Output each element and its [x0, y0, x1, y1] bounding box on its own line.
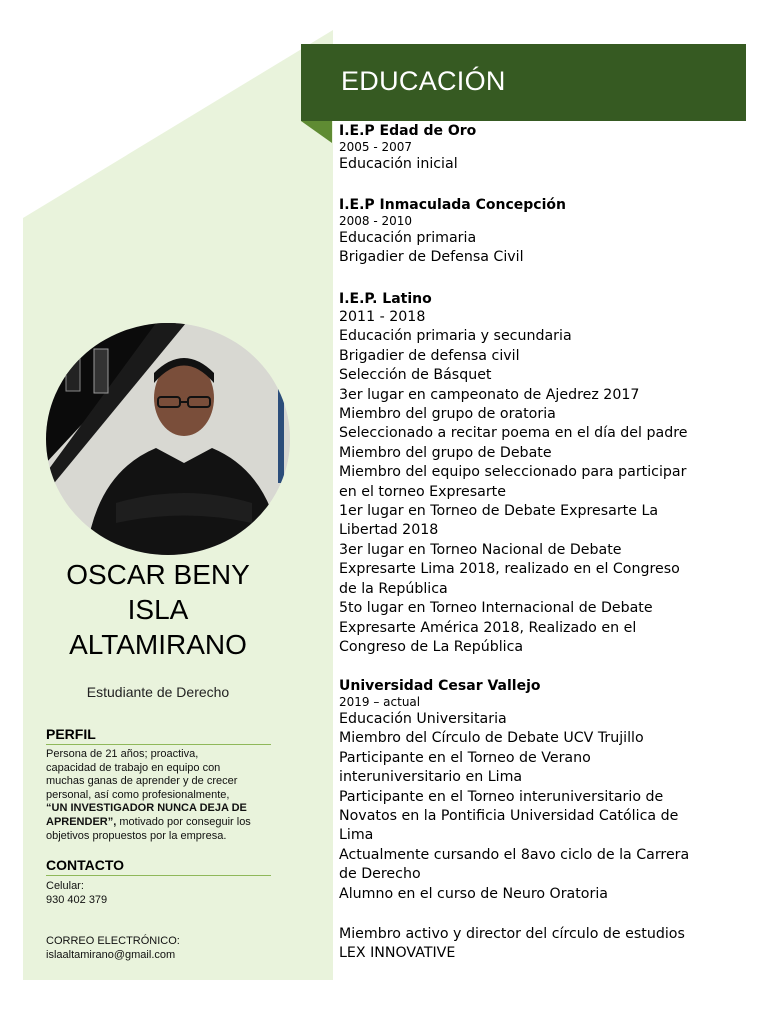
education-line: Actualmente cursando el 8avo ciclo de la Carrera	[339, 846, 690, 863]
education-line: Brigadier de defensa civil	[339, 347, 520, 364]
email-address[interactable]: islaaltamirano@gmail.com	[46, 948, 176, 961]
candidate-name	[40, 557, 276, 662]
education-line: Educación inicial	[339, 156, 458, 172]
school-name: I.E.P. Latino	[339, 291, 432, 307]
perfil-line: objetivos propuestos por la empresa.	[46, 829, 227, 842]
school-dates: 2008 - 2010	[339, 214, 413, 228]
school-dates: 2011 - 2018	[339, 309, 426, 325]
perfil-line: capacidad de trabajo en equipo con	[46, 761, 221, 774]
candidate-subtitle: Estudiante de Derecho	[86, 684, 230, 700]
closing-line: Miembro activo y director del círculo de estudios	[339, 926, 685, 942]
education-line: Lima	[339, 827, 374, 844]
education-line: Congreso de La República	[339, 638, 524, 655]
school-name: I.E.P Inmaculada Concepción	[339, 197, 566, 213]
education-line: Miembro del Círculo de Debate UCV Trujillo	[339, 730, 644, 747]
education-entry	[339, 291, 739, 657]
education-line: Novatos en la Pontificia Universidad Católica de	[339, 808, 679, 825]
education-line: interuniversitario en Lima	[339, 769, 523, 786]
education-entry	[339, 197, 739, 268]
perfil-text	[46, 748, 274, 843]
education-line: Brigadier de Defensa Civil	[339, 249, 524, 266]
section-header	[301, 44, 746, 121]
education-line: Educación Universitaria	[339, 711, 507, 727]
perfil-quote: “UN INVESTIGADOR NUNCA DEJA DE	[46, 802, 247, 815]
school-dates: 2005 - 2007	[339, 140, 413, 154]
education-entry	[339, 123, 739, 174]
perfil-quote: APRENDER”,	[46, 815, 117, 828]
contact-phone	[46, 880, 274, 907]
education-line: de la República	[339, 580, 448, 597]
education-entry	[339, 678, 739, 904]
education-line: 5to lugar en Torneo Internacional de Debate	[339, 600, 653, 617]
closing-note	[339, 925, 739, 964]
contacto-heading: CONTACTO	[46, 857, 271, 876]
name-line: ISLA	[127, 594, 189, 625]
education-line: de Derecho	[339, 866, 421, 883]
education-line: Expresarte Lima 2018, realizado en el Congreso	[339, 561, 680, 578]
education-line: Seleccionado a recitar poema en el día del padre	[339, 425, 688, 442]
name-line: OSCAR BENY	[66, 559, 250, 590]
perfil-line: motivado por conseguir los	[116, 815, 251, 828]
profile-photo	[46, 323, 290, 555]
education-line: en el torneo Expresarte	[339, 483, 506, 500]
perfil-line: Persona de 21 años; proactiva,	[46, 748, 199, 760]
email-label: CORREO ELECTRÓNICO:	[46, 935, 180, 947]
perfil-line: muchas ganas de aprender y de crecer	[46, 775, 238, 788]
contact-email	[46, 935, 274, 962]
education-line: Libertad 2018	[339, 522, 439, 539]
school-name: Universidad Cesar Vallejo	[339, 678, 541, 694]
education-line: 3er lugar en campeonato de Ajedrez 2017	[339, 386, 640, 403]
closing-line: LEX INNOVATIVE	[339, 945, 456, 962]
perfil-line: personal, así como profesionalmente,	[46, 788, 230, 801]
school-dates: 2019 – actual	[339, 695, 421, 709]
education-line: Alumno en el curso de Neuro Oratoria	[339, 885, 608, 902]
phone-label: Celular:	[46, 880, 84, 892]
education-line: Participante en el Torneo de Verano	[339, 749, 591, 766]
section-title: EDUCACIÓN	[341, 66, 506, 96]
education-line: Miembro del equipo seleccionado para participar	[339, 464, 687, 481]
education-line: Educación primaria	[339, 230, 477, 246]
education-line: Miembro del grupo de oratoria	[339, 406, 556, 423]
education-line: Selección de Básquet	[339, 367, 492, 384]
name-line: ALTAMIRANO	[69, 629, 247, 660]
header-fold-decoration	[301, 121, 332, 143]
education-line: Participante en el Torneo interuniversitario de	[339, 788, 664, 805]
school-name: I.E.P Edad de Oro	[339, 123, 477, 139]
education-line: 1er lugar en Torneo de Debate Expresarte La	[339, 503, 659, 520]
education-line: 3er lugar en Torneo Nacional de Debate	[339, 541, 622, 558]
phone-number: 930 402 379	[46, 893, 108, 906]
perfil-heading: PERFIL	[46, 726, 271, 745]
education-line: Educación primaria y secundaria	[339, 328, 572, 345]
education-line: Expresarte América 2018, Realizado en el	[339, 619, 637, 636]
education-line: Miembro del grupo de Debate	[339, 444, 552, 461]
